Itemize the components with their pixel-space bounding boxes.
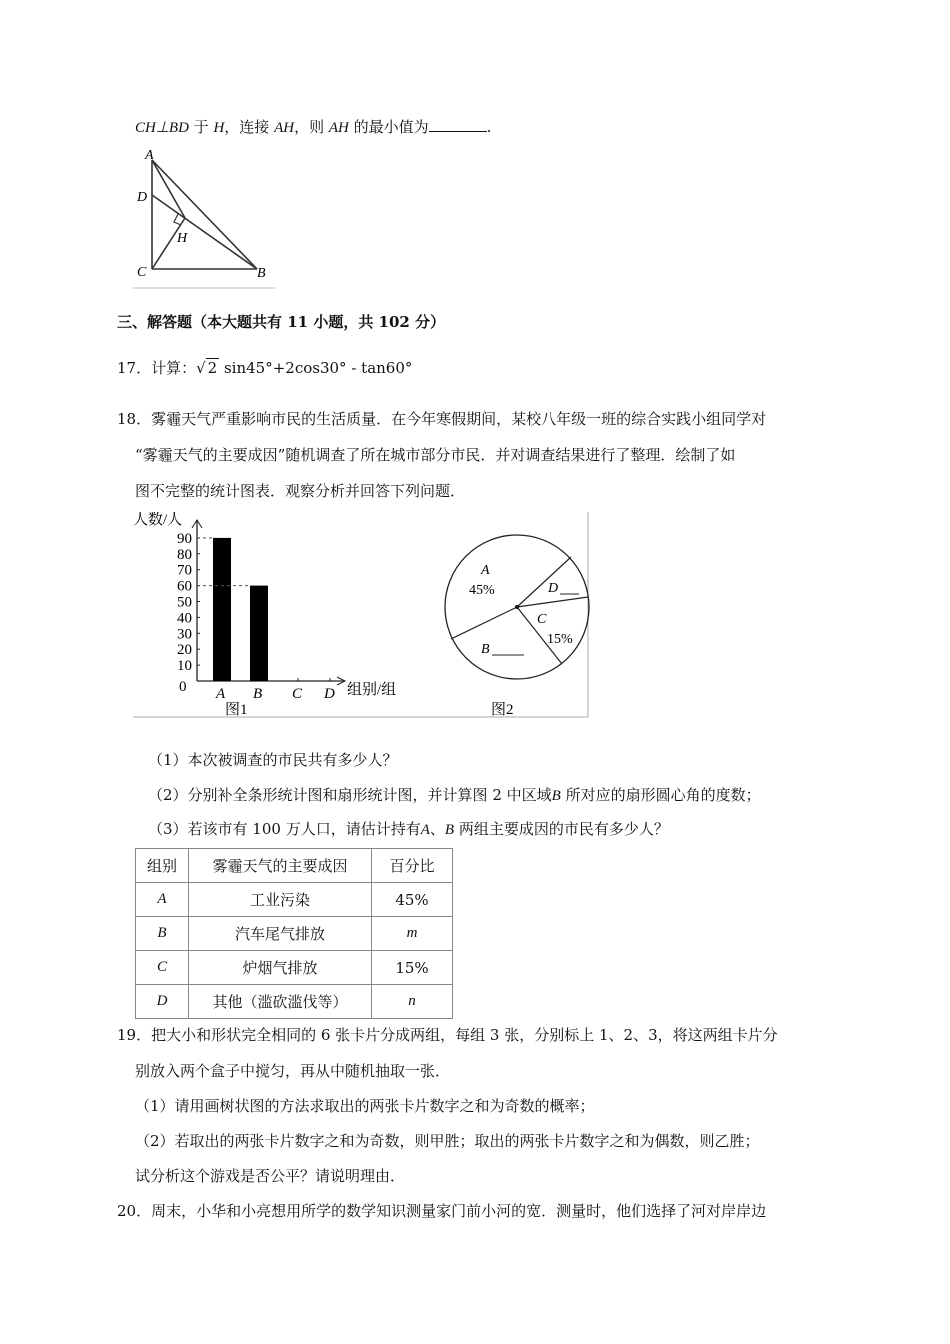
cell: 汽车尾气排放	[189, 917, 372, 951]
q18-sub1: （1）本次被调查的市民共有多少人？	[148, 751, 398, 769]
q19-sub1: （1）请用画树状图的方法求取出的两张卡片数字之和为奇数的概率；	[135, 1097, 595, 1115]
sqrt-sign: √	[196, 359, 206, 377]
slice-A-label: A	[481, 563, 490, 578]
y-tick-label: 10	[177, 658, 192, 675]
table-header	[136, 849, 453, 883]
slice-B-label: B	[481, 642, 490, 657]
header-cell: 雾霾天气的主要成因	[189, 849, 372, 883]
cell: C	[136, 951, 189, 985]
y-tick-label: 70	[177, 562, 192, 579]
q16-tail	[135, 117, 491, 138]
bar-chart	[133, 512, 396, 718]
y-tick-label: 80	[177, 546, 192, 563]
bar-B	[250, 586, 268, 681]
text: A	[420, 822, 430, 838]
q18-sub3	[148, 819, 669, 840]
text: .	[486, 118, 492, 136]
pie-divider	[451, 607, 517, 639]
text: sin45°+2cos30° - tan60°	[219, 359, 413, 377]
q19-line: 试分析这个游戏是否公平？请说明理由．	[135, 1167, 406, 1185]
text: 计算：	[151, 359, 197, 377]
text: CH⊥BD	[135, 120, 189, 136]
cell: A	[136, 883, 189, 917]
label-B: B	[257, 266, 266, 281]
pie-divider	[517, 557, 571, 607]
text: 于	[188, 118, 214, 136]
y-tick-label: 60	[177, 578, 192, 595]
q18-line: 图不完整的统计图表．观察分析并回答下列问题．	[135, 482, 466, 500]
text: H	[213, 120, 225, 136]
label-H: H	[177, 231, 188, 246]
pie-divider	[517, 597, 588, 607]
y-tick-label: 50	[177, 594, 192, 611]
text: 的最小值为	[348, 118, 429, 136]
q19-line: 19．把大小和形状完全相同的 6 张卡片分成两组，每组 3 张，分别标上 1、2、3，将这两组卡片分	[117, 1026, 778, 1044]
cell: 15%	[372, 951, 453, 985]
cell: n	[372, 985, 453, 1019]
q18-line: “雾霾天气的主要成因”随机调查了所在城市部分市民．并对调查结果进行了整理．绘制了如	[135, 446, 736, 464]
header-cell: 百分比	[372, 849, 453, 883]
text: ，则	[294, 118, 329, 136]
text: 两组主要成因的市民有多少人？	[454, 820, 669, 838]
x-tick-label: A	[216, 686, 226, 702]
causes-table	[135, 848, 453, 1019]
pie-chart	[445, 535, 589, 718]
section-title: 三、解答题（本大题共有 11 小题，共 102 分）	[117, 313, 446, 331]
text: 、	[429, 820, 445, 838]
cell: 工业污染	[189, 883, 372, 917]
text: （3）若该市有 100 万人口，请估计持有	[148, 820, 421, 838]
x-tick-label: D	[324, 686, 335, 702]
y-tick-label: 40	[177, 610, 192, 627]
table-row	[136, 917, 453, 951]
table-row	[136, 951, 453, 985]
triangle-figure	[133, 145, 278, 290]
fig1-caption: 图1	[225, 702, 248, 718]
table-row	[136, 883, 453, 917]
text: B	[551, 788, 561, 804]
y-tick-label: 0	[179, 679, 187, 695]
text: AH	[328, 120, 349, 136]
cell: 炉烟气排放	[189, 951, 372, 985]
cell: D	[136, 985, 189, 1019]
text: B	[444, 822, 455, 838]
text: ，连接	[224, 118, 275, 136]
table-row	[136, 985, 453, 1019]
x-axis-label: 组别/组	[347, 682, 397, 698]
q17	[117, 358, 412, 378]
text: 所对应的扇形圆心角的度数；	[560, 786, 761, 804]
label-A: A	[145, 148, 154, 163]
label-D: D	[137, 190, 148, 205]
fig2-caption: 图2	[491, 702, 514, 718]
answer-blank	[429, 117, 487, 132]
slice-D-label: D	[548, 581, 559, 596]
header-cell: 组别	[136, 849, 189, 883]
cell: B	[136, 917, 189, 951]
statistics-figures	[133, 512, 590, 719]
slice-A-value: 45%	[469, 583, 495, 598]
q20-line: 20．周末，小华和小亮想用所学的数学知识测量家门前小河的宽．测量时，他们选择了河对岸岸边	[117, 1202, 767, 1220]
q18-line: 18．雾霾天气严重影响市民的生活质量．在今年寒假期间，某校八年级一班的综合实践小组同学对	[117, 410, 767, 428]
slice-C-value: 15%	[547, 632, 573, 647]
slice-C-label: C	[537, 612, 547, 627]
text: AH	[274, 120, 295, 136]
cell: m	[372, 917, 453, 951]
q19-line: 别放入两个盒子中搅匀，再从中随机抽取一张．	[135, 1062, 451, 1080]
cell: 45%	[372, 883, 453, 917]
q19-sub2: （2）若取出的两张卡片数字之和为奇数，则甲胜；取出的两张卡片数字之和为偶数，则乙胜；	[135, 1132, 760, 1150]
q18-sub2	[148, 785, 761, 806]
label-C: C	[137, 265, 147, 280]
text: （2）分别补全条形统计图和扇形统计图，并计算图 2 中区域	[148, 786, 552, 804]
sqrt-radicand: 2	[207, 359, 218, 377]
y-tick-label: 20	[177, 642, 192, 659]
bar-A	[213, 538, 231, 681]
cell: 其他（滥砍滥伐等）	[189, 985, 372, 1019]
y-tick-label: 30	[177, 626, 192, 643]
x-tick-label: B	[253, 686, 263, 702]
y-axis-label: 人数/人	[133, 512, 183, 528]
question-number: 17．	[117, 359, 152, 377]
y-tick-label: 90	[177, 530, 192, 547]
x-tick-label: C	[292, 686, 303, 702]
